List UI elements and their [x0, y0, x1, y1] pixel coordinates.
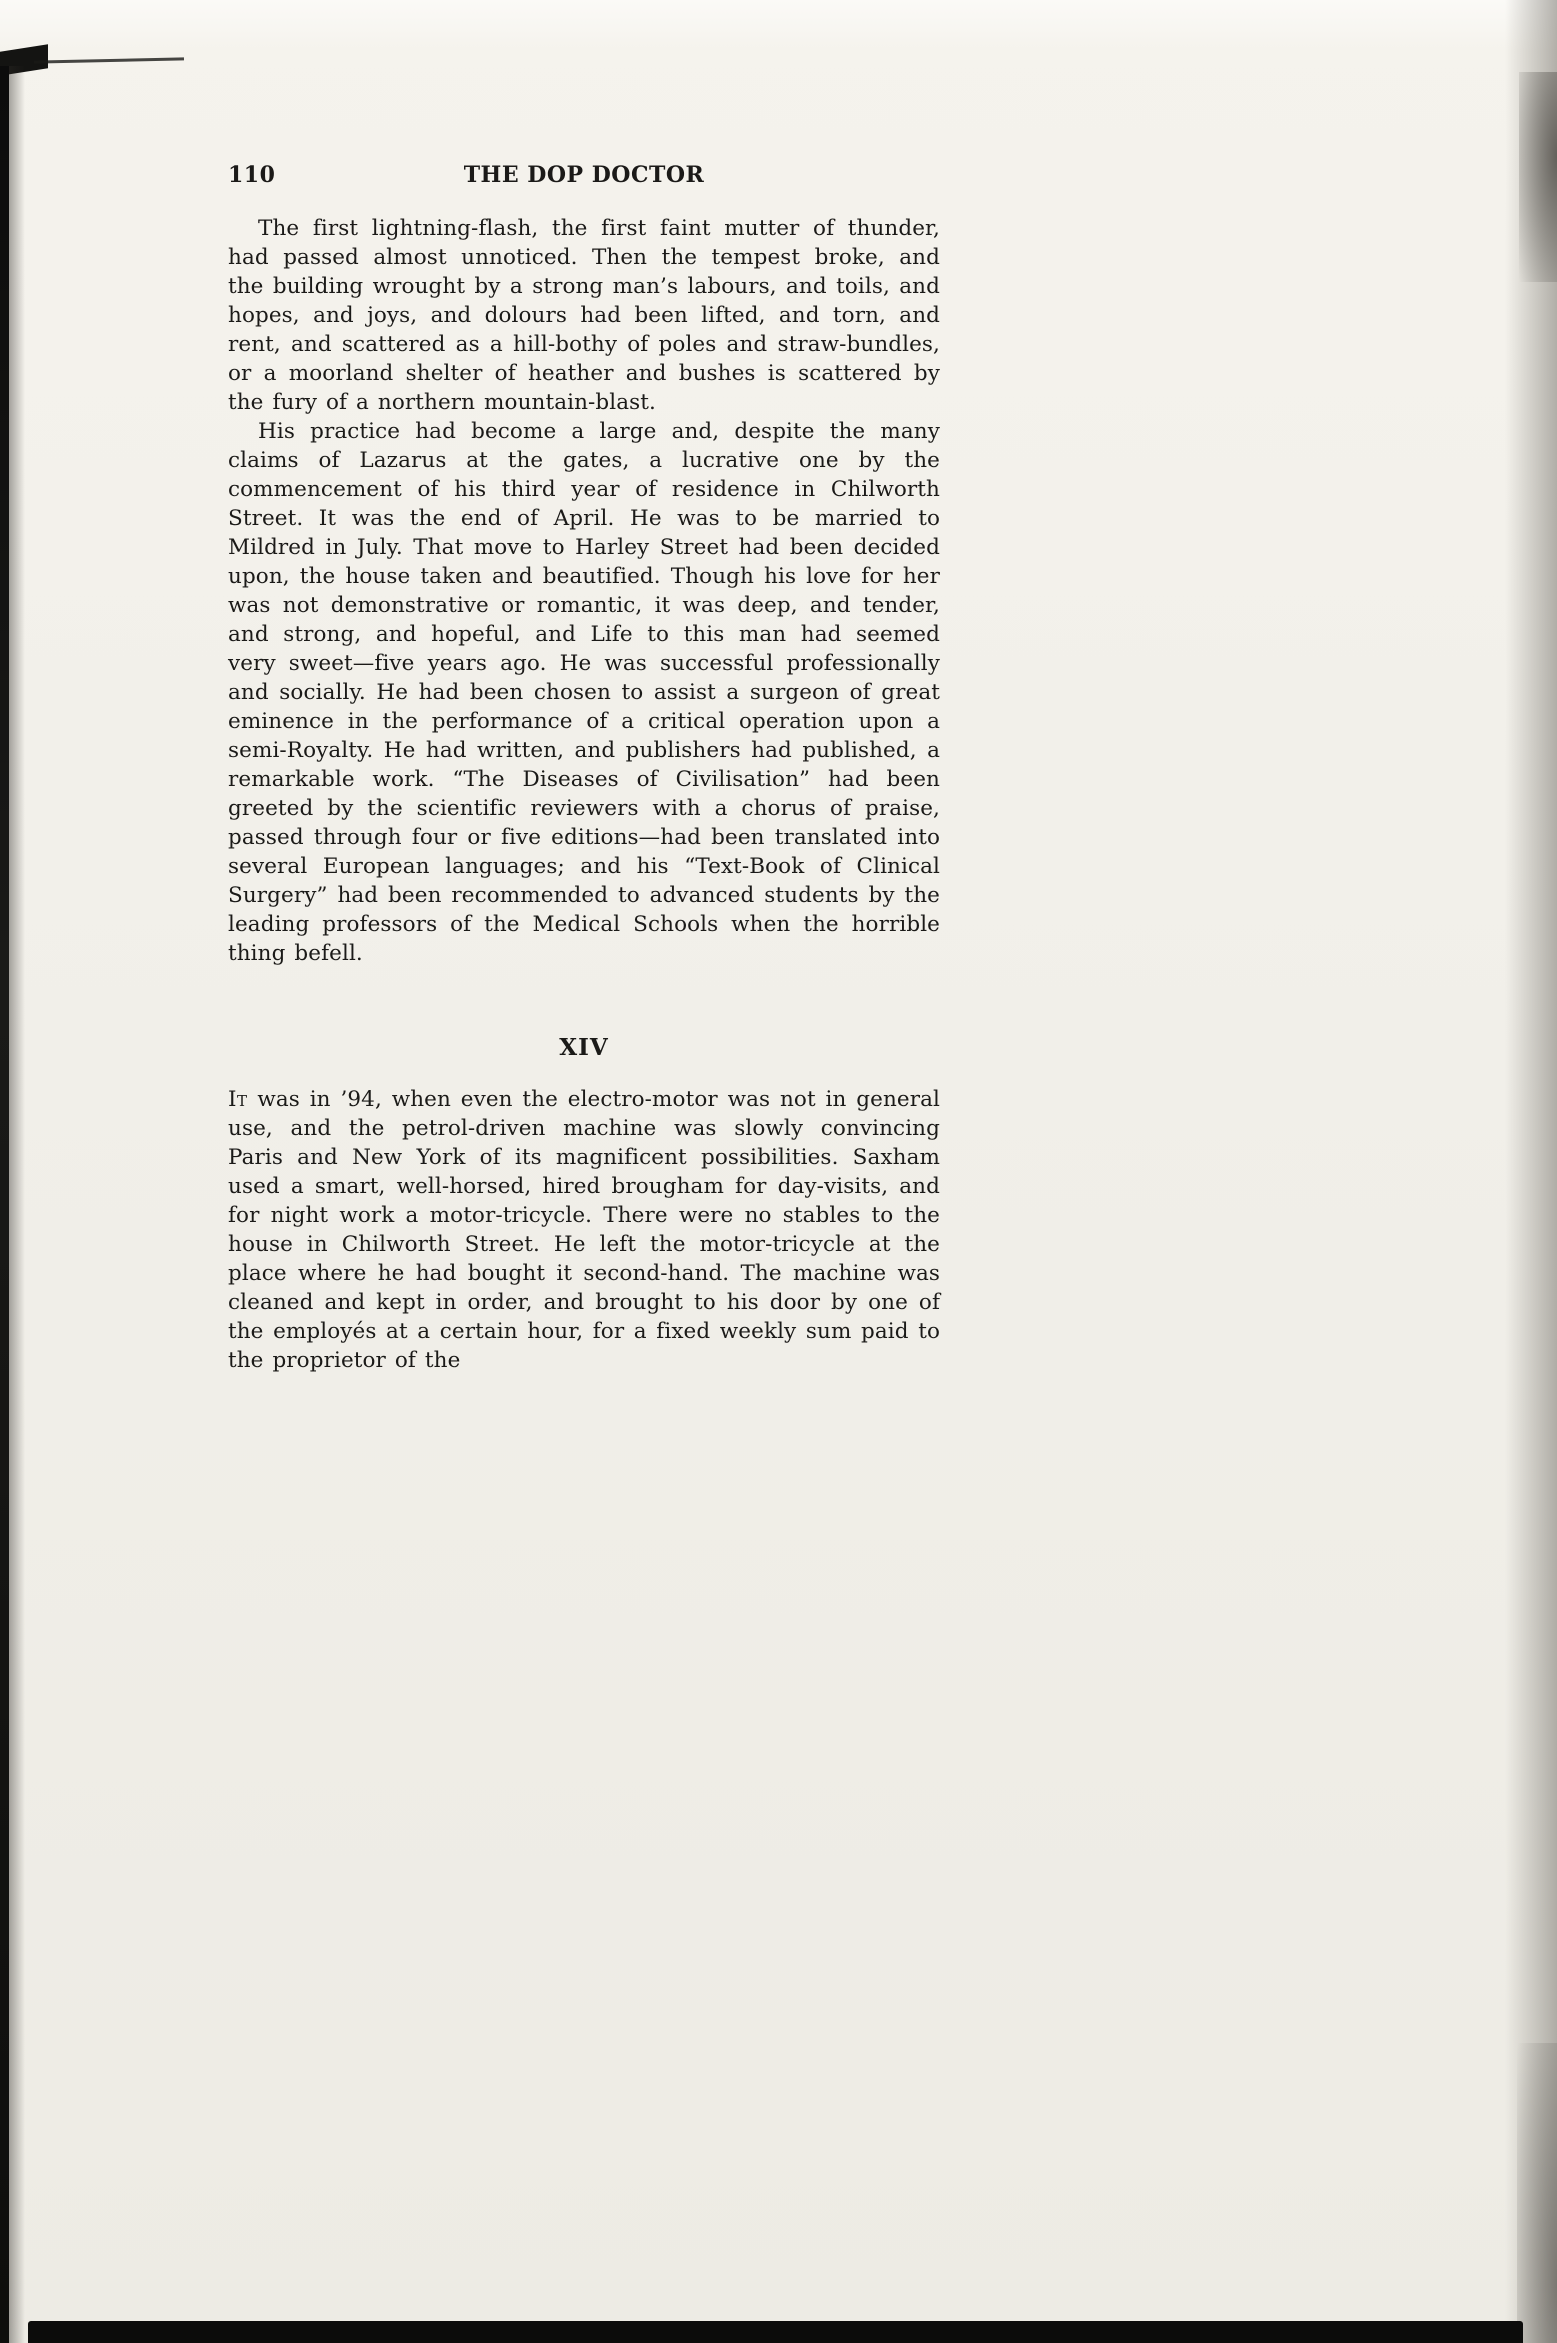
page-number: 110 — [228, 162, 276, 188]
page-text-block — [228, 162, 940, 1375]
scan-edge-right-shade — [1505, 0, 1557, 2343]
scan-edge-bottom-strip — [28, 2321, 1523, 2343]
chapter-paragraph-text: was in ’94, when even the electro-motor was not in general use, and the petrol-driven machine was slowly convincing Paris and New York of its magnificent possibilities. Saxham used a smart, well-horsed, hired brougham for day-visits, and for night work a motor-tricycle. There were no stables to the house in Chilworth Street. He left the motor-tricycle at the place where he had bought it second-hand. The machine was cleaned and kept in order, and brought to his door by one of the employés at a certain hour, for a fixed weekly sum paid to the proprietor of the — [228, 1087, 940, 1373]
chapter-lead-word: It — [228, 1087, 248, 1112]
running-head — [228, 162, 940, 192]
scan-edge-left-strip — [0, 66, 9, 2343]
running-title: THE DOP DOCTOR — [463, 162, 705, 188]
paragraph-3 — [228, 1085, 940, 1375]
chapter-heading: XIV — [559, 1034, 609, 1061]
scan-right-smudge-top — [1519, 72, 1557, 282]
paragraph-2: His practice had become a large and, despite the many claims of Lazarus at the gates, a lucrative one by the commencement of his third year of residence in Chilworth Street. It was the end of April. He was to be married to Mildred in July. That move to Harley Street had been decided upon, the house taken and beautified. Though his love for her was not demonstrative or romantic, it was deep, and tender, and strong, and hopeful, and Life to this man had seemed very sweet—five years ago. He was successful professionally and socially. He had been chosen to assist a surgeon of great eminence in the performance of a critical operation upon a semi-Royalty. He had written, and publishers had published, a remarkable work. “The Diseases of Civilisation” had been greeted by the scientific reviewers with a chorus of praise, passed through four or five editions—had been translated into several European languages; and his “Text-Book of Clinical Surgery” had been recommended to advanced students by the leading professors of the Medical Schools when the horrible thing befell. — [228, 419, 940, 966]
scan-right-smudge-bottom — [1517, 2043, 1557, 2343]
scan-edge-left-shade — [9, 66, 25, 2343]
scan-top-fade — [0, 0, 1557, 50]
paragraph-1: The first lightning-flash, the first faint mutter of thunder, had passed almost unnoticed. Then the tempest broke, and the building wrought by a strong man’s labours, and toils, and hopes, and joys, and dolours had been lifted, and torn, and rent, and scattered as a hill-bothy of poles and straw-bundles, or a moorland shelter of heather and bushes is scattered by the fury of a northern mountain-blast. — [228, 216, 940, 415]
